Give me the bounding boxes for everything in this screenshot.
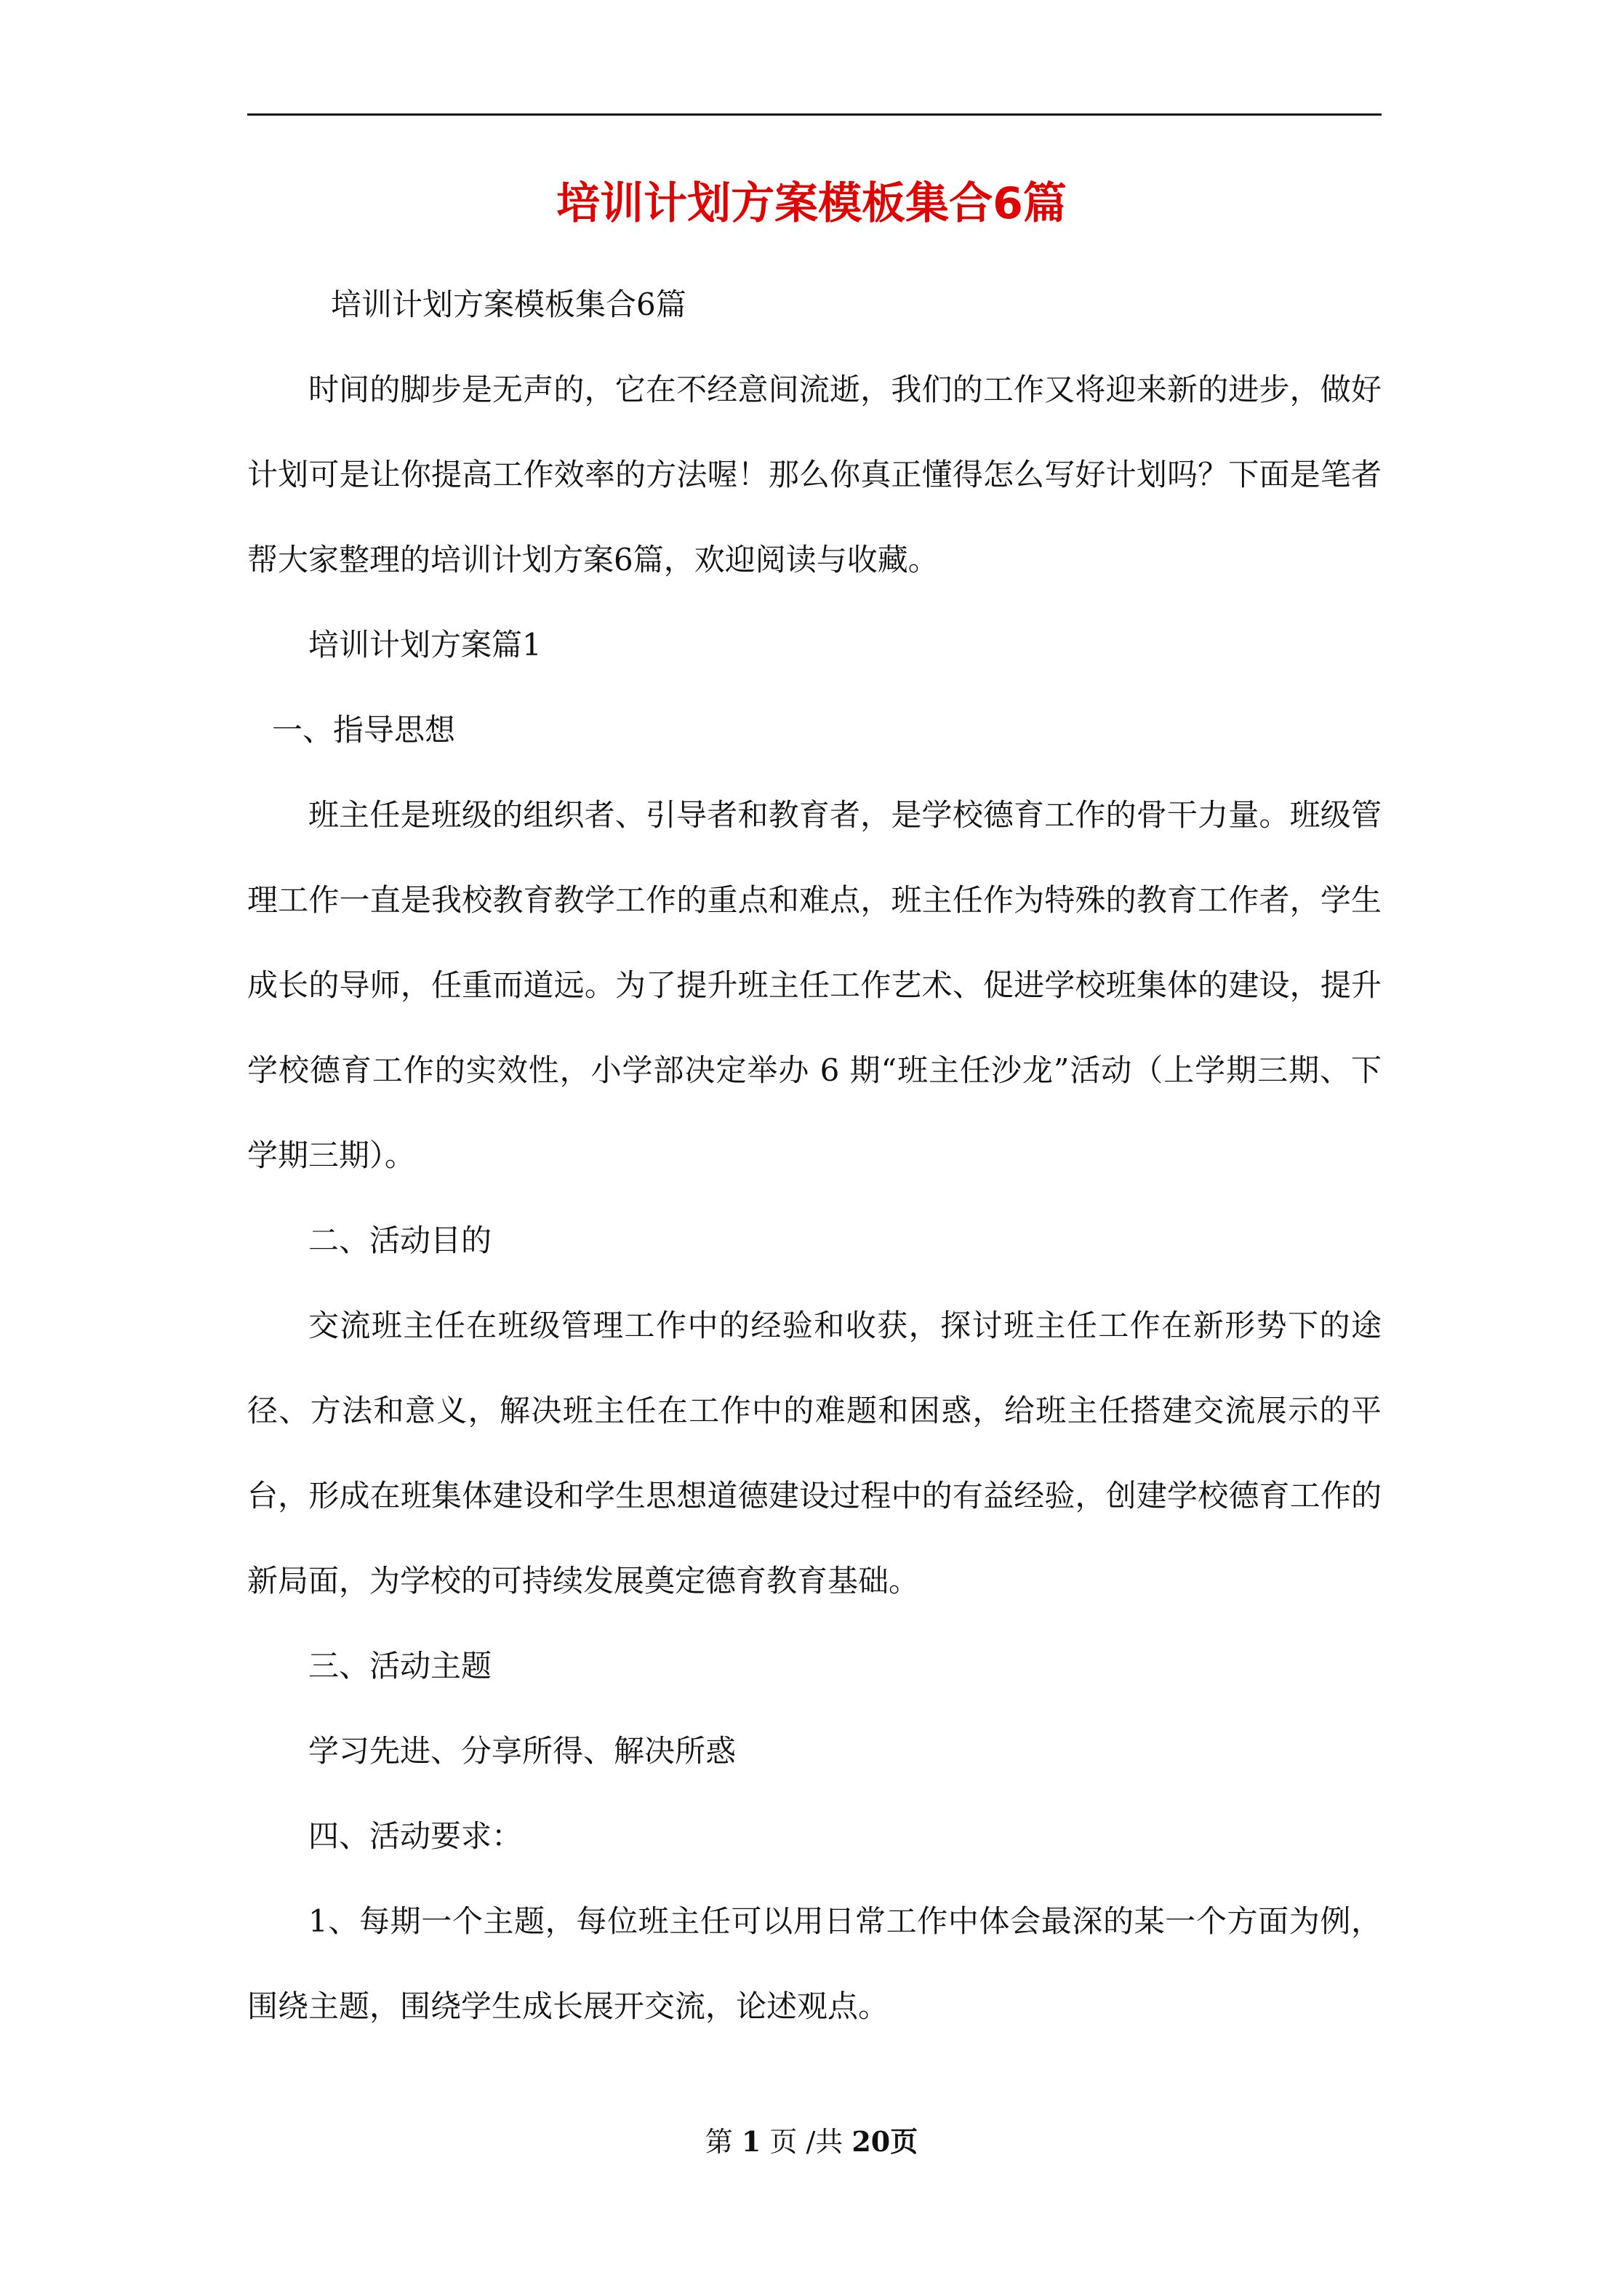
footer-page-number: 1 — [741, 2125, 761, 2158]
paragraph-requirement-1: 1、每期一个主题，每位班主任可以用日常工作中体会最深的某一个方面为例，围绕主题，围绕学生成长展开交流，论述观点。 — [247, 1903, 1382, 2024]
section-heading-plan-1: 培训计划方案篇1 — [308, 627, 542, 663]
heading-activity-theme: 三、活动主题 — [308, 1648, 492, 1684]
footer-prefix: 第 — [705, 2126, 733, 2158]
footer-total-pages: 20 — [851, 2125, 891, 2158]
paragraph-activity-theme: 学习先进、分享所得、解决所惑 — [308, 1733, 737, 1769]
heading-activity-purpose: 二、活动目的 — [308, 1223, 492, 1258]
footer-suffix: 页 — [890, 2125, 918, 2158]
page-footer — [0, 2124, 1623, 2160]
document-body — [247, 262, 1382, 2049]
paragraph-intro: 时间的脚步是无声的，它在不经意间流逝，我们的工作又将迎来新的进步，做好计划可是让你提高工作效率的方法喔！那么你真正懂得怎么写好计划吗？下面是笔者帮大家整理的培训计划方案6篇，欢迎阅读与收藏。 — [247, 372, 1382, 577]
footer-middle: 页 /共 — [769, 2126, 843, 2158]
paragraph-guiding-ideology: 班主任是班级的组织者、引导者和教育者，是学校德育工作的骨干力量。班级管理工作一直是我校教育教学工作的重点和难点，班主任作为特殊的教育工作者，学生成长的导师，任重而道远。为了提升班主任工作艺术、促进学校班集体的建设，提升学校德育工作的实效性，小学部决定举办 6 期“班主任沙龙”活动（上学期三期、下学期三期）。 — [247, 797, 1382, 1173]
paragraph-activity-purpose: 交流班主任在班级管理工作中的经验和收获，探讨班主任工作在新形势下的途径、方法和意义，解决班主任在工作中的难题和困惑，给班主任搭建交流展示的平台，形成在班集体建设和学生思想道德建设过程中的有益经验，创建学校德育工作的新局面，为学校的可持续发展奠定德育教育基础。 — [247, 1308, 1382, 1599]
heading-activity-requirements: 四、活动要求： — [308, 1818, 523, 1854]
document-title: 培训计划方案模板集合6篇 — [556, 178, 1067, 229]
header-rule — [247, 113, 1382, 116]
paragraph-subtitle: 培训计划方案模板集合6篇 — [331, 287, 686, 322]
heading-guiding-ideology: 一、指导思想 — [272, 712, 456, 748]
